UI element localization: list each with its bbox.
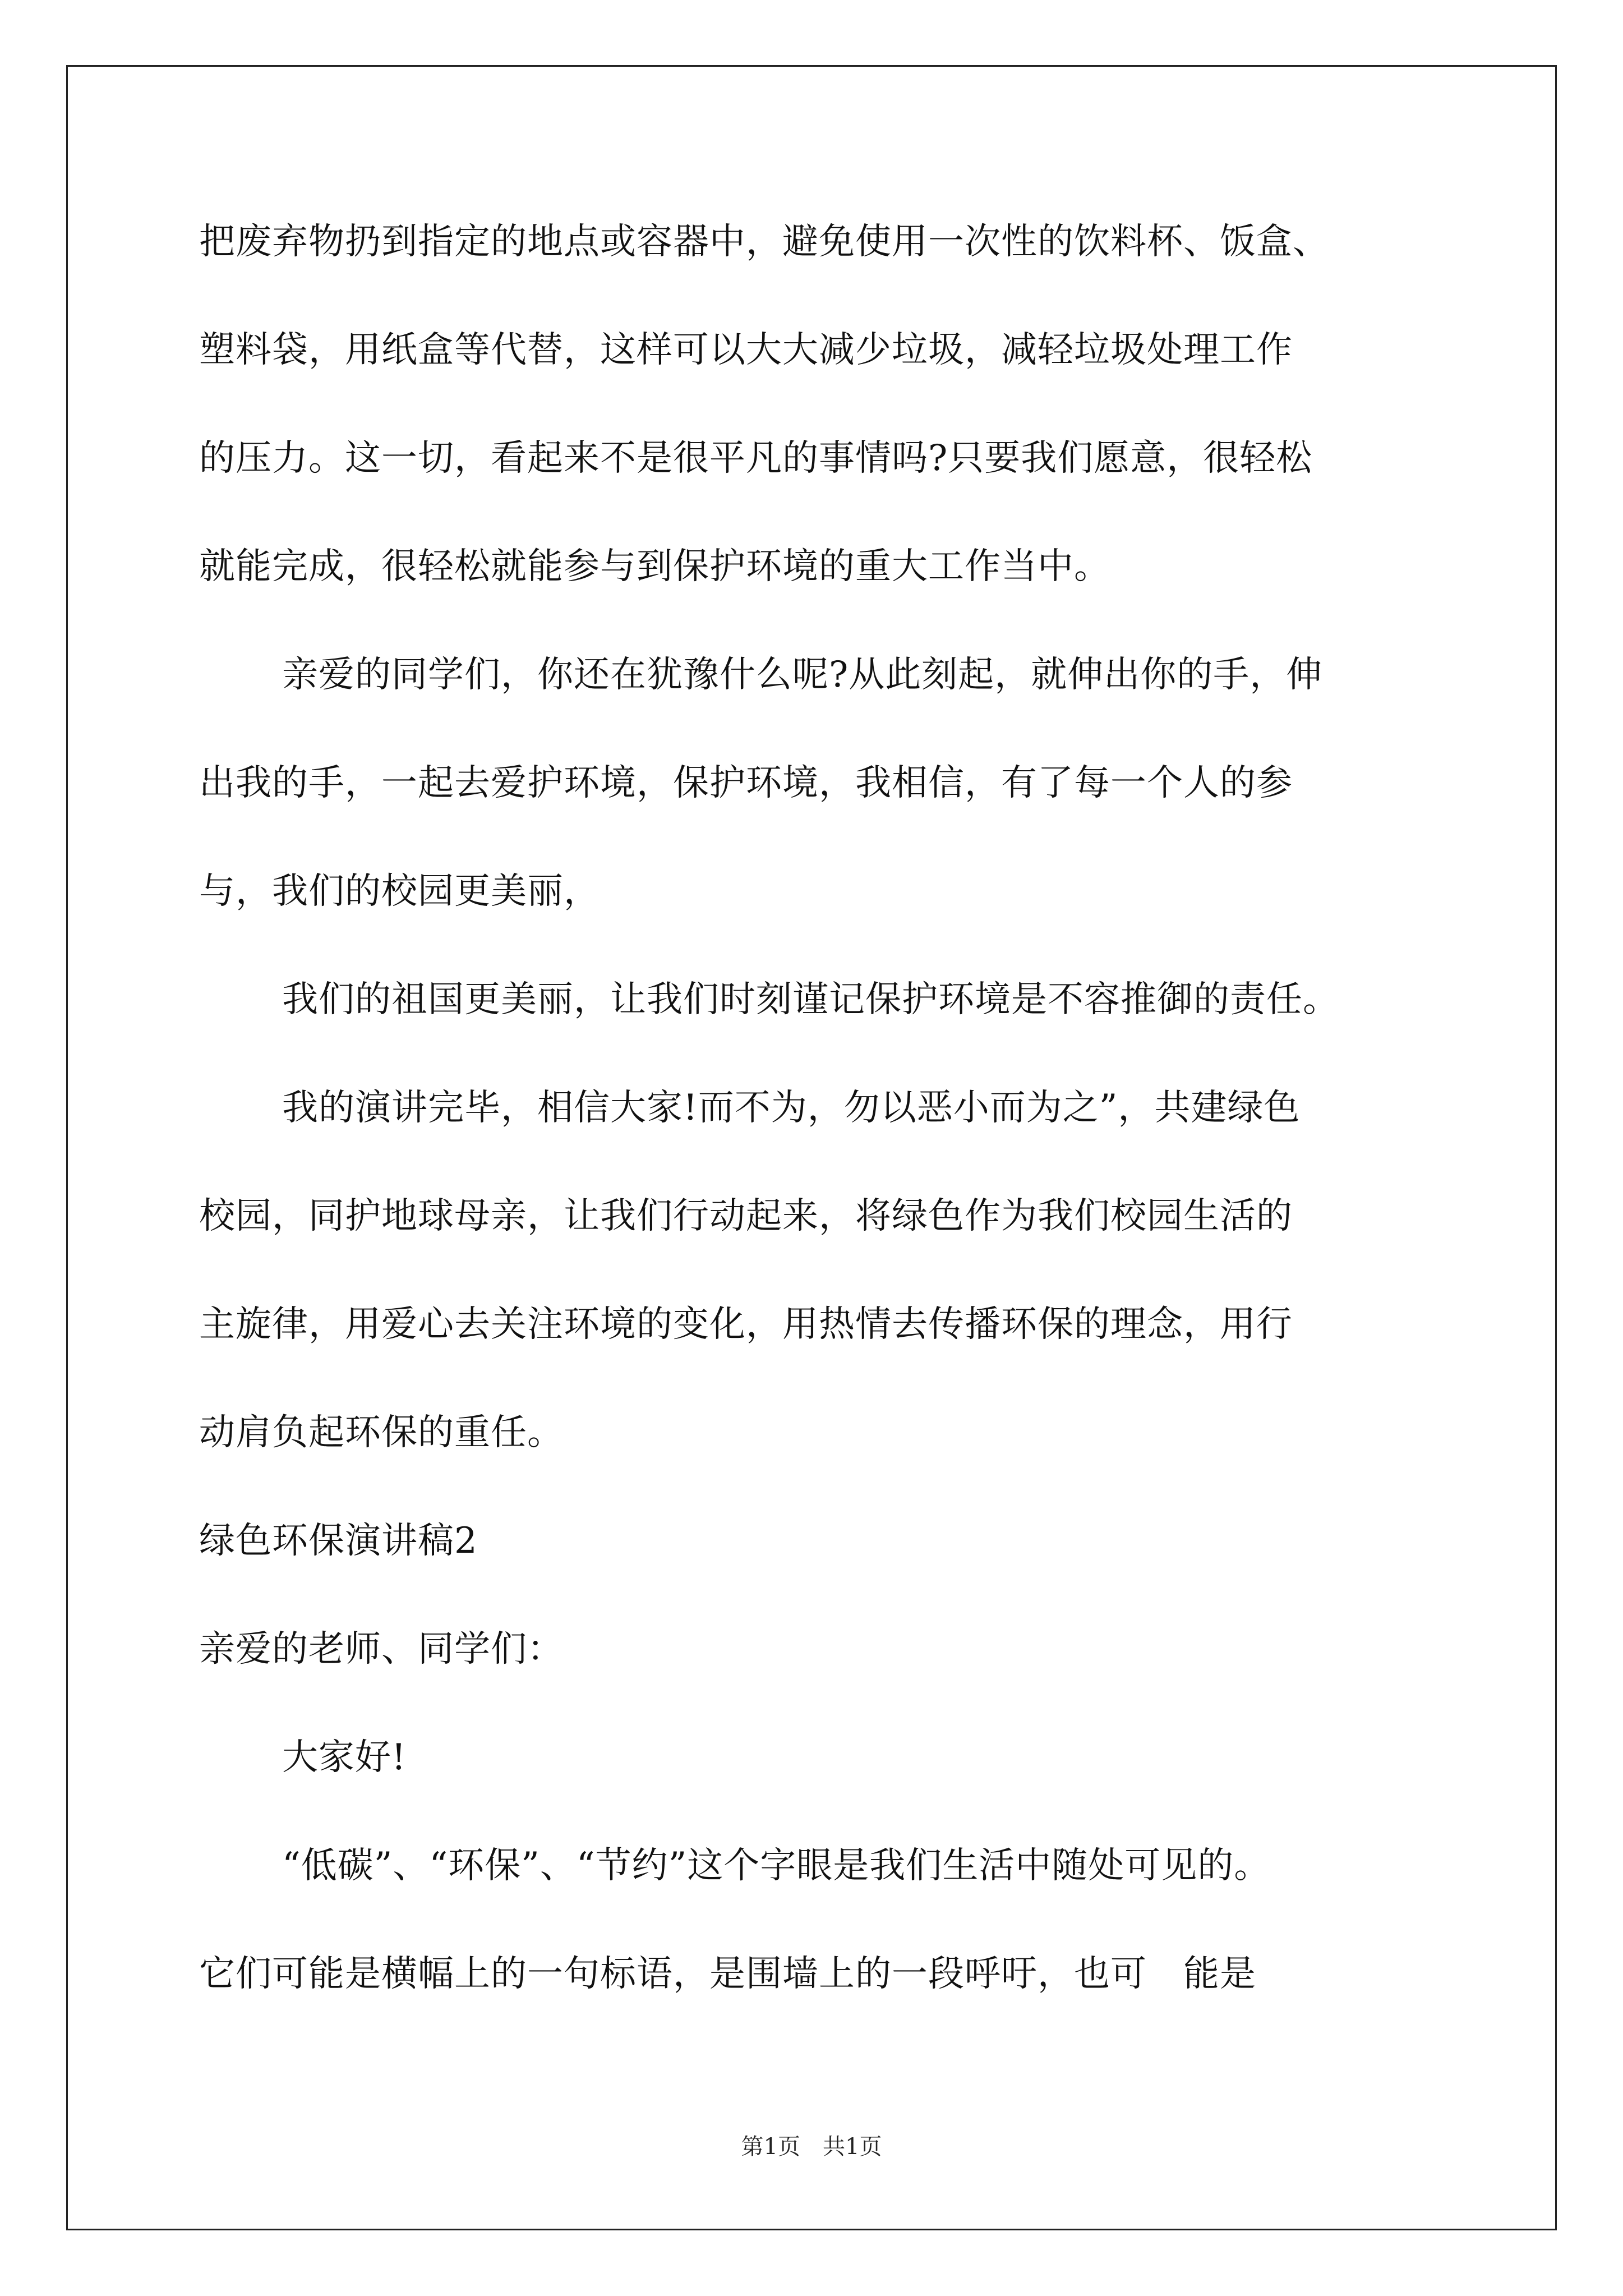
text-line: 的压力。这一切，看起来不是很平凡的事情吗?只要我们愿意，很轻松 xyxy=(199,438,1313,479)
text-line: 就能完成，很轻松就能参与到保护环境的重大工作当中。 xyxy=(199,546,1110,587)
text-line: 与，我们的校园更美丽， xyxy=(199,871,600,912)
text-line: 主旋律，用爱心去关注环境的变化，用热情去传播环保的理念，用行 xyxy=(199,1304,1293,1345)
text-line: 塑料袋，用纸盒等代替，这样可以大大减少垃圾，减轻垃圾处理工作 xyxy=(199,329,1293,371)
text-line: 校园，同护地球母亲，让我们行动起来，将绿色作为我们校园生活的 xyxy=(199,1195,1293,1237)
greeting: 大家好! xyxy=(282,1737,407,1778)
text-line: 我的演讲完毕，相信大家!而不为，勿以恶小而为之”，共建绿色 xyxy=(282,1087,1301,1129)
text-line: 出我的手，一起去爱护环境，保护环境，我相信，有了每一个人的参 xyxy=(199,762,1293,804)
page-number-footer: 第1页 共1页 xyxy=(741,2134,882,2160)
section-heading: 绿色环保演讲稿2 xyxy=(199,1520,478,1562)
text-line: 它们可能是横幅上的一句标语，是围墙上的一段呼吁，也可 能是 xyxy=(199,1953,1256,1995)
document-body xyxy=(199,188,1433,2028)
text-line: 我们的祖国更美丽，让我们时刻谨记保护环境是不容推御的责任。 xyxy=(282,979,1339,1020)
text-line: 亲爱的同学们，你还在犹豫什么呢?从此刻起，就伸出你的手，伸 xyxy=(282,654,1323,696)
text-line: “低碳”、“环保”、“节约”这个字眼是我们生活中随处可见的。 xyxy=(282,1845,1271,1887)
text-line: 动肩负起环保的重任。 xyxy=(199,1412,564,1453)
text-line: 把废弃物扔到指定的地点或容器中，避免使用一次性的饮料杯、饭盒、 xyxy=(199,221,1329,263)
salutation: 亲爱的老师、同学们： xyxy=(199,1628,564,1670)
